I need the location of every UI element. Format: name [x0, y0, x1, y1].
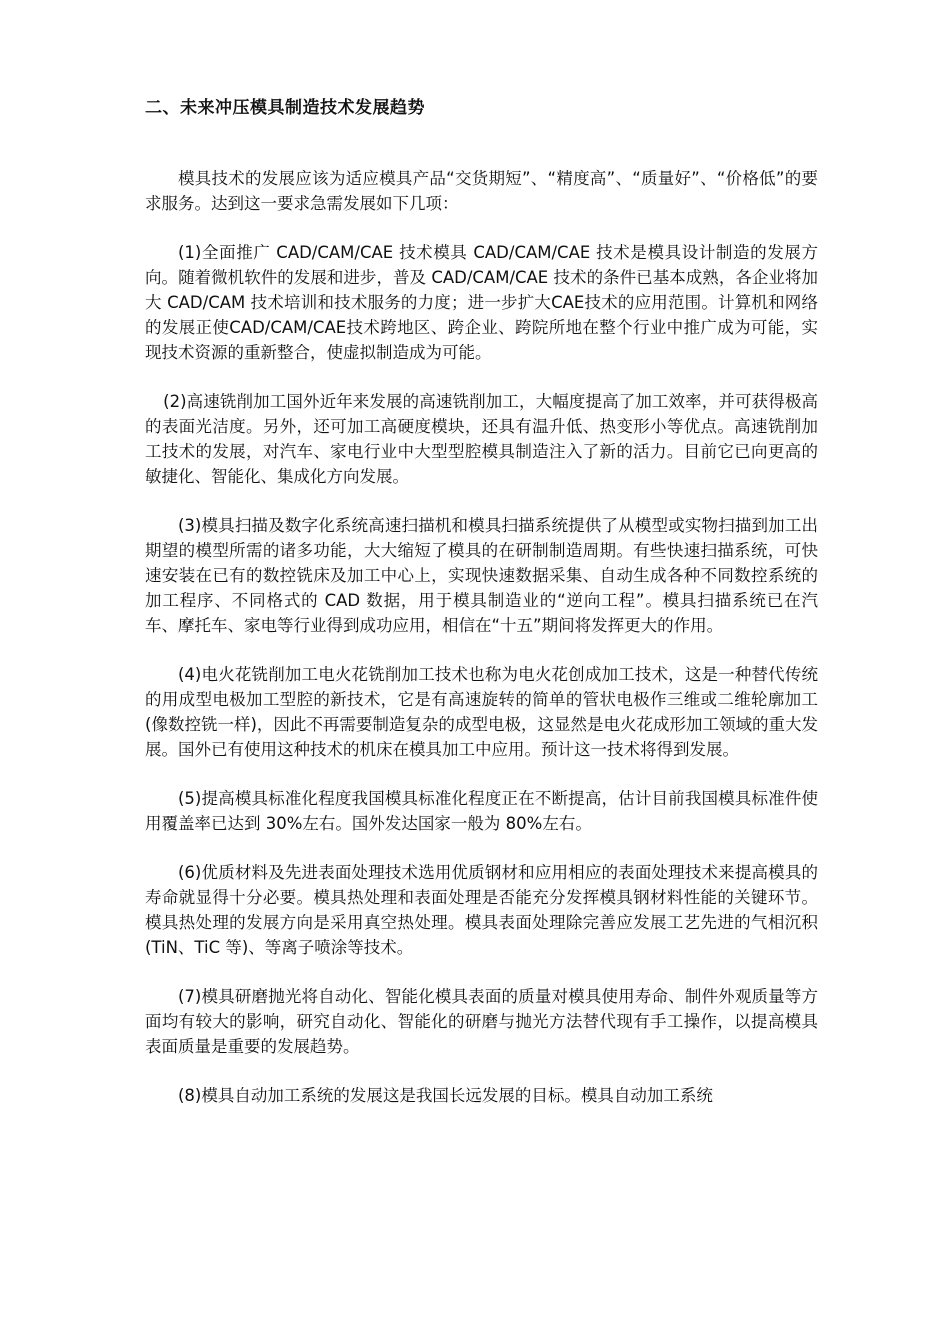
paragraph-item-1: (1)全面推广 CAD/CAM/CAE 技术模具 CAD/CAM/CAE 技术是模具设计制造的发展方向。随着微机软件的发展和进步，普及 CAD/CAM/CAE 技术的条件已基本成熟，各企业将加大 CAD/CAM 技术培训和技术服务的力度；进一步扩大CAE技术的应用范围。计算机和网络的发展正使CAD/CAM/CAE技术跨地区、跨企业、跨院所地在整个行业中推广成为可能，实现技术资源的重新整合，使虚拟制造成为可能。: [145, 243, 818, 362]
section-heading: 二、未来冲压模具制造技术发展趋势: [145, 98, 425, 118]
paragraph-item-3: (3)模具扫描及数字化系统高速扫描机和模具扫描系统提供了从模型或实物扫描到加工出期望的模型所需的诸多功能，大大缩短了模具的在研制制造周期。有些快速扫描系统，可快速安装在已有的数控铣床及加工中心上，实现快速数据采集、自动生成各种不同数控系统的加工程序、不同格式的 CAD 数据，用于模具制造业的“逆向工程”。模具扫描系统已在汽车、摩托车、家电等行业得到成功应用，相信在“十五”期间将发挥更大的作用。: [145, 516, 818, 635]
paragraph-item-2: (2)高速铣削加工国外近年来发展的高速铣削加工，大幅度提高了加工效率，并可获得极高的表面光洁度。另外，还可加工高硬度模块，还具有温升低、热变形小等优点。高速铣削加工技术的发展，对汽车、家电行业中大型型腔模具制造注入了新的活力。目前它已向更高的敏捷化、智能化、集成化方向发展。: [145, 392, 818, 486]
paragraph-item-4: (4)电火花铣削加工电火花铣削加工技术也称为电火花创成加工技术，这是一种替代传统的用成型电极加工型腔的新技术，它是有高速旋转的简单的管状电极作三维或二维轮廓加工(像数控铣一样)，因此不再需要制造复杂的成型电极，这显然是电火花成形加工领域的重大发展。国外已有使用这种技术的机床在模具加工中应用。预计这一技术将得到发展。: [145, 665, 818, 759]
paragraph-item-8: (8)模具自动加工系统的发展这是我国长远发展的目标。模具自动加工系统: [178, 1086, 713, 1105]
paragraph-intro: 模具技术的发展应该为适应模具产品“交货期短”、“精度高”、“质量好”、“价格低”的要求服务。达到这一要求急需发展如下几项：: [145, 169, 818, 213]
paragraph-item-7: (7)模具研磨抛光将自动化、智能化模具表面的质量对模具使用寿命、制件外观质量等方面均有较大的影响，研究自动化、智能化的研磨与抛光方法替代现有手工操作，以提高模具表面质量是重要的发展趋势。: [145, 987, 818, 1056]
paragraph-item-6: (6)优质材料及先进表面处理技术选用优质钢材和应用相应的表面处理技术来提高模具的寿命就显得十分必要。模具热处理和表面处理是否能充分发挥模具钢材料性能的关键环节。模具热处理的发展方向是采用真空热处理。模具表面处理除完善应发展工艺先进的气相沉积(TiN、TiC 等)、等离子喷涂等技术。: [145, 863, 818, 957]
paragraph-item-5: (5)提高模具标准化程度我国模具标准化程度正在不断提高，估计目前我国模具标准件使用覆盖率已达到 30%左右。国外发达国家一般为 80%左右。: [145, 789, 818, 833]
